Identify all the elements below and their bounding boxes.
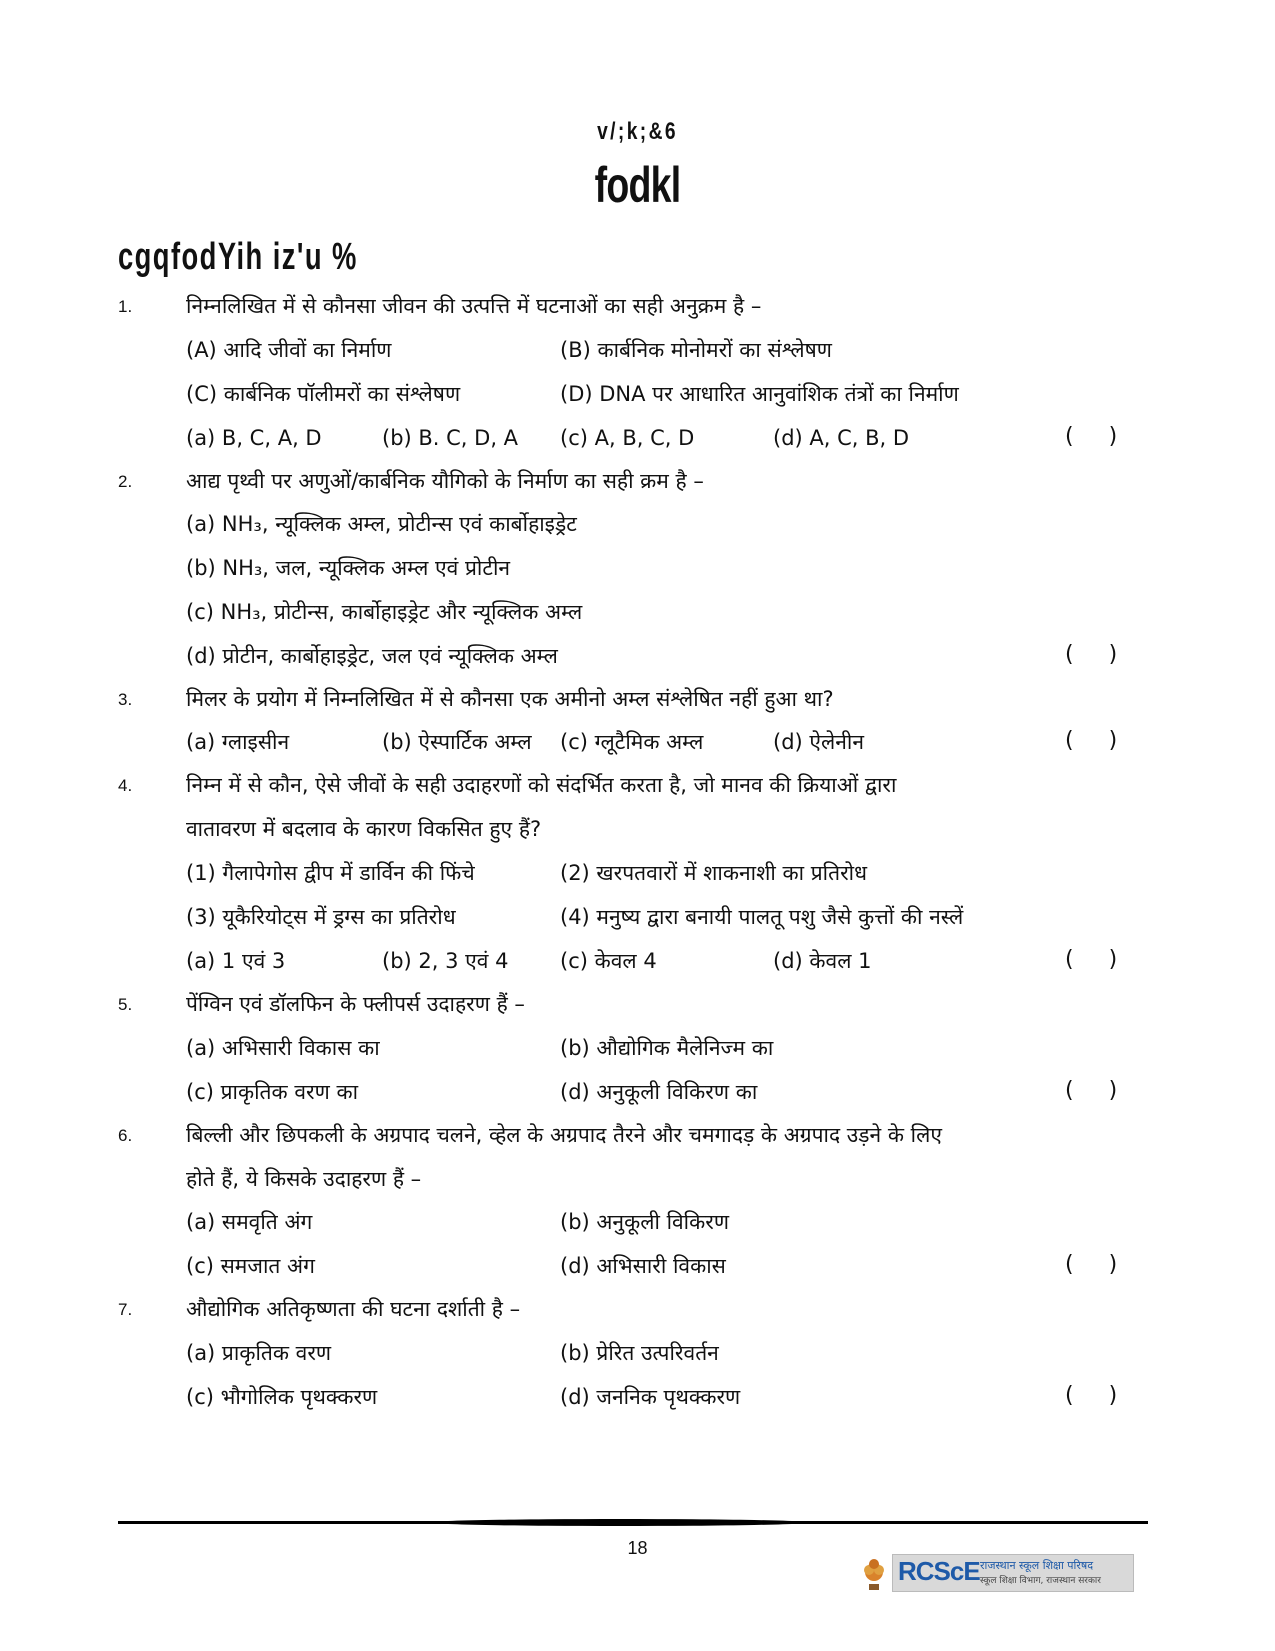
page-number: 18	[627, 1538, 648, 1558]
option-label: (d) प्रोटीन, कार्बोहाइड्रेट, जल एवं न्यूक्लिक अम्ल	[186, 644, 558, 668]
option-label: (c) प्राकृतिक वरण का	[186, 1080, 359, 1104]
option-label: (d) अनुकूली विकिरण का	[560, 1080, 758, 1104]
option-label: (c) केवल 4	[560, 949, 657, 973]
option-label: (c) ग्लूटैमिक अम्ल	[560, 730, 704, 754]
rcsce-logo	[860, 1552, 1135, 1596]
question-text: बिल्ली और छिपकली के अग्रपाद चलने, व्हेल के अग्रपाद तैरने और चमगादड़ के अग्रपाद उड़ने के लिए	[186, 1123, 942, 1147]
option-label: (A) आदि जीवों का निर्माण	[186, 338, 392, 362]
option-label: (b) NH₃, जल, न्यूक्लिक अम्ल एवं प्रोटीन	[186, 556, 511, 580]
footer-rule-accent	[430, 1519, 810, 1526]
question-number: 7.	[118, 1300, 133, 1319]
question-number: 3.	[118, 690, 133, 709]
option-label: (c) A, B, C, D	[560, 426, 695, 450]
answer-blank[interactable]: ( )	[1065, 1252, 1132, 1277]
option-label: (b) B. C, D, A	[382, 426, 519, 450]
answer-blank[interactable]: ( )	[1065, 947, 1132, 972]
state-emblem-icon	[860, 1554, 888, 1594]
logo-text: RCScE	[898, 1556, 980, 1586]
option-label: (a) अभिसारी विकास का	[186, 1036, 380, 1060]
option-label: (1) गैलापेगोस द्वीप में डार्विन की फिंचे	[186, 861, 475, 885]
question-number: 6.	[118, 1126, 133, 1145]
option-label: (c) NH₃, प्रोटीन्स, कार्बोहाइड्रेट और न्यूक्लिक अम्ल	[186, 600, 583, 624]
logo-line-1: राजस्थान स्कूल शिक्षा परिषद	[980, 1559, 1094, 1572]
option-label: (d) A, C, B, D	[773, 426, 910, 450]
answer-blank[interactable]: ( )	[1065, 1383, 1132, 1408]
question-number: 1.	[118, 297, 133, 316]
option-label: (d) ऐलेनीन	[773, 730, 864, 754]
question-text: वातावरण में बदलाव के कारण विकसित हुए हैं?	[186, 817, 542, 841]
question-text: निम्न में से कौन, ऐसे जीवों के सही उदाहरणों को संदर्भित करता है, जो मानव की क्रियाओं द्वारा	[186, 773, 897, 797]
question-number: 5.	[118, 995, 133, 1014]
answer-blank[interactable]: ( )	[1065, 728, 1132, 753]
option-label: (b) 2, 3 एवं 4	[382, 949, 509, 973]
option-label: (a) ग्लाइसीन	[186, 730, 290, 754]
question-text: पेंग्विन एवं डॉलफिन के फ्लीपर्स उदाहरण हैं –	[186, 992, 525, 1016]
question-text: निम्नलिखित में से कौनसा जीवन की उत्पत्ति में घटनाओं का सही अनुक्रम है –	[186, 294, 762, 318]
option-label: (3) यूकैरियोट्स में ड्रग्स का प्रतिरोध	[186, 905, 456, 929]
section-heading: cgqfodYih iz'u %	[118, 236, 358, 278]
option-label: (c) भौगोलिक पृथक्करण	[186, 1385, 378, 1409]
option-label: (a) समवृति अंग	[186, 1210, 313, 1234]
option-label: (C) कार्बनिक पॉलीमरों का संश्लेषण	[186, 382, 461, 406]
option-label: (b) औद्योगिक मैलेनिज्म का	[560, 1036, 774, 1060]
answer-blank[interactable]: ( )	[1065, 1078, 1132, 1103]
option-label: (d) केवल 1	[773, 949, 872, 973]
option-label: (b) प्रेरित उत्परिवर्तन	[560, 1341, 719, 1365]
question-text: आद्य पृथ्वी पर अणुओं/कार्बनिक यौगिको के निर्माण का सही क्रम है –	[186, 469, 704, 493]
page-title: fodkl	[594, 157, 681, 213]
option-label: (a) NH₃, न्यूक्लिक अम्ल, प्रोटीन्स एवं कार्बोहाइड्रेट	[186, 512, 577, 536]
question-number: 4.	[118, 776, 133, 795]
answer-blank[interactable]: ( )	[1065, 642, 1132, 667]
option-label: (d) अभिसारी विकास	[560, 1254, 726, 1278]
option-label: (b) अनुकूली विकिरण	[560, 1210, 730, 1234]
option-label: (c) समजात अंग	[186, 1254, 315, 1278]
question-number: 2.	[118, 472, 133, 491]
option-label: (d) जननिक पृथक्करण	[560, 1385, 741, 1409]
option-label: (a) B, C, A, D	[186, 426, 322, 450]
option-label: (a) प्राकृतिक वरण	[186, 1341, 332, 1365]
logo-line-2: स्कूल शिक्षा विभाग, राजस्थान सरकार	[980, 1576, 1101, 1586]
option-label: (b) ऐस्पार्टिक अम्ल	[382, 730, 532, 754]
answer-blank[interactable]: ( )	[1065, 424, 1132, 449]
question-text: औद्योगिक अतिकृष्णता की घटना दर्शाती है –	[186, 1297, 521, 1321]
option-label: (2) खरपतवारों में शाकनाशी का प्रतिरोध	[560, 861, 868, 885]
option-label: (B) कार्बनिक मोनोमरों का संश्लेषण	[560, 338, 832, 362]
option-label: (a) 1 एवं 3	[186, 949, 286, 973]
question-text: होते हैं, ये किसके उदाहरण हैं –	[186, 1167, 422, 1191]
chapter-heading: v/;k;&6	[597, 118, 678, 145]
option-label: (D) DNA पर आधारित आनुवांशिक तंत्रों का निर्माण	[560, 382, 959, 406]
question-text: मिलर के प्रयोग में निम्नलिखित में से कौनसा एक अमीनो अम्ल संश्लेषित नहीं हुआ था?	[186, 687, 834, 711]
option-label: (4) मनुष्य द्वारा बनायी पालतू पशु जैसे कुत्तों की नस्लें	[560, 905, 964, 929]
